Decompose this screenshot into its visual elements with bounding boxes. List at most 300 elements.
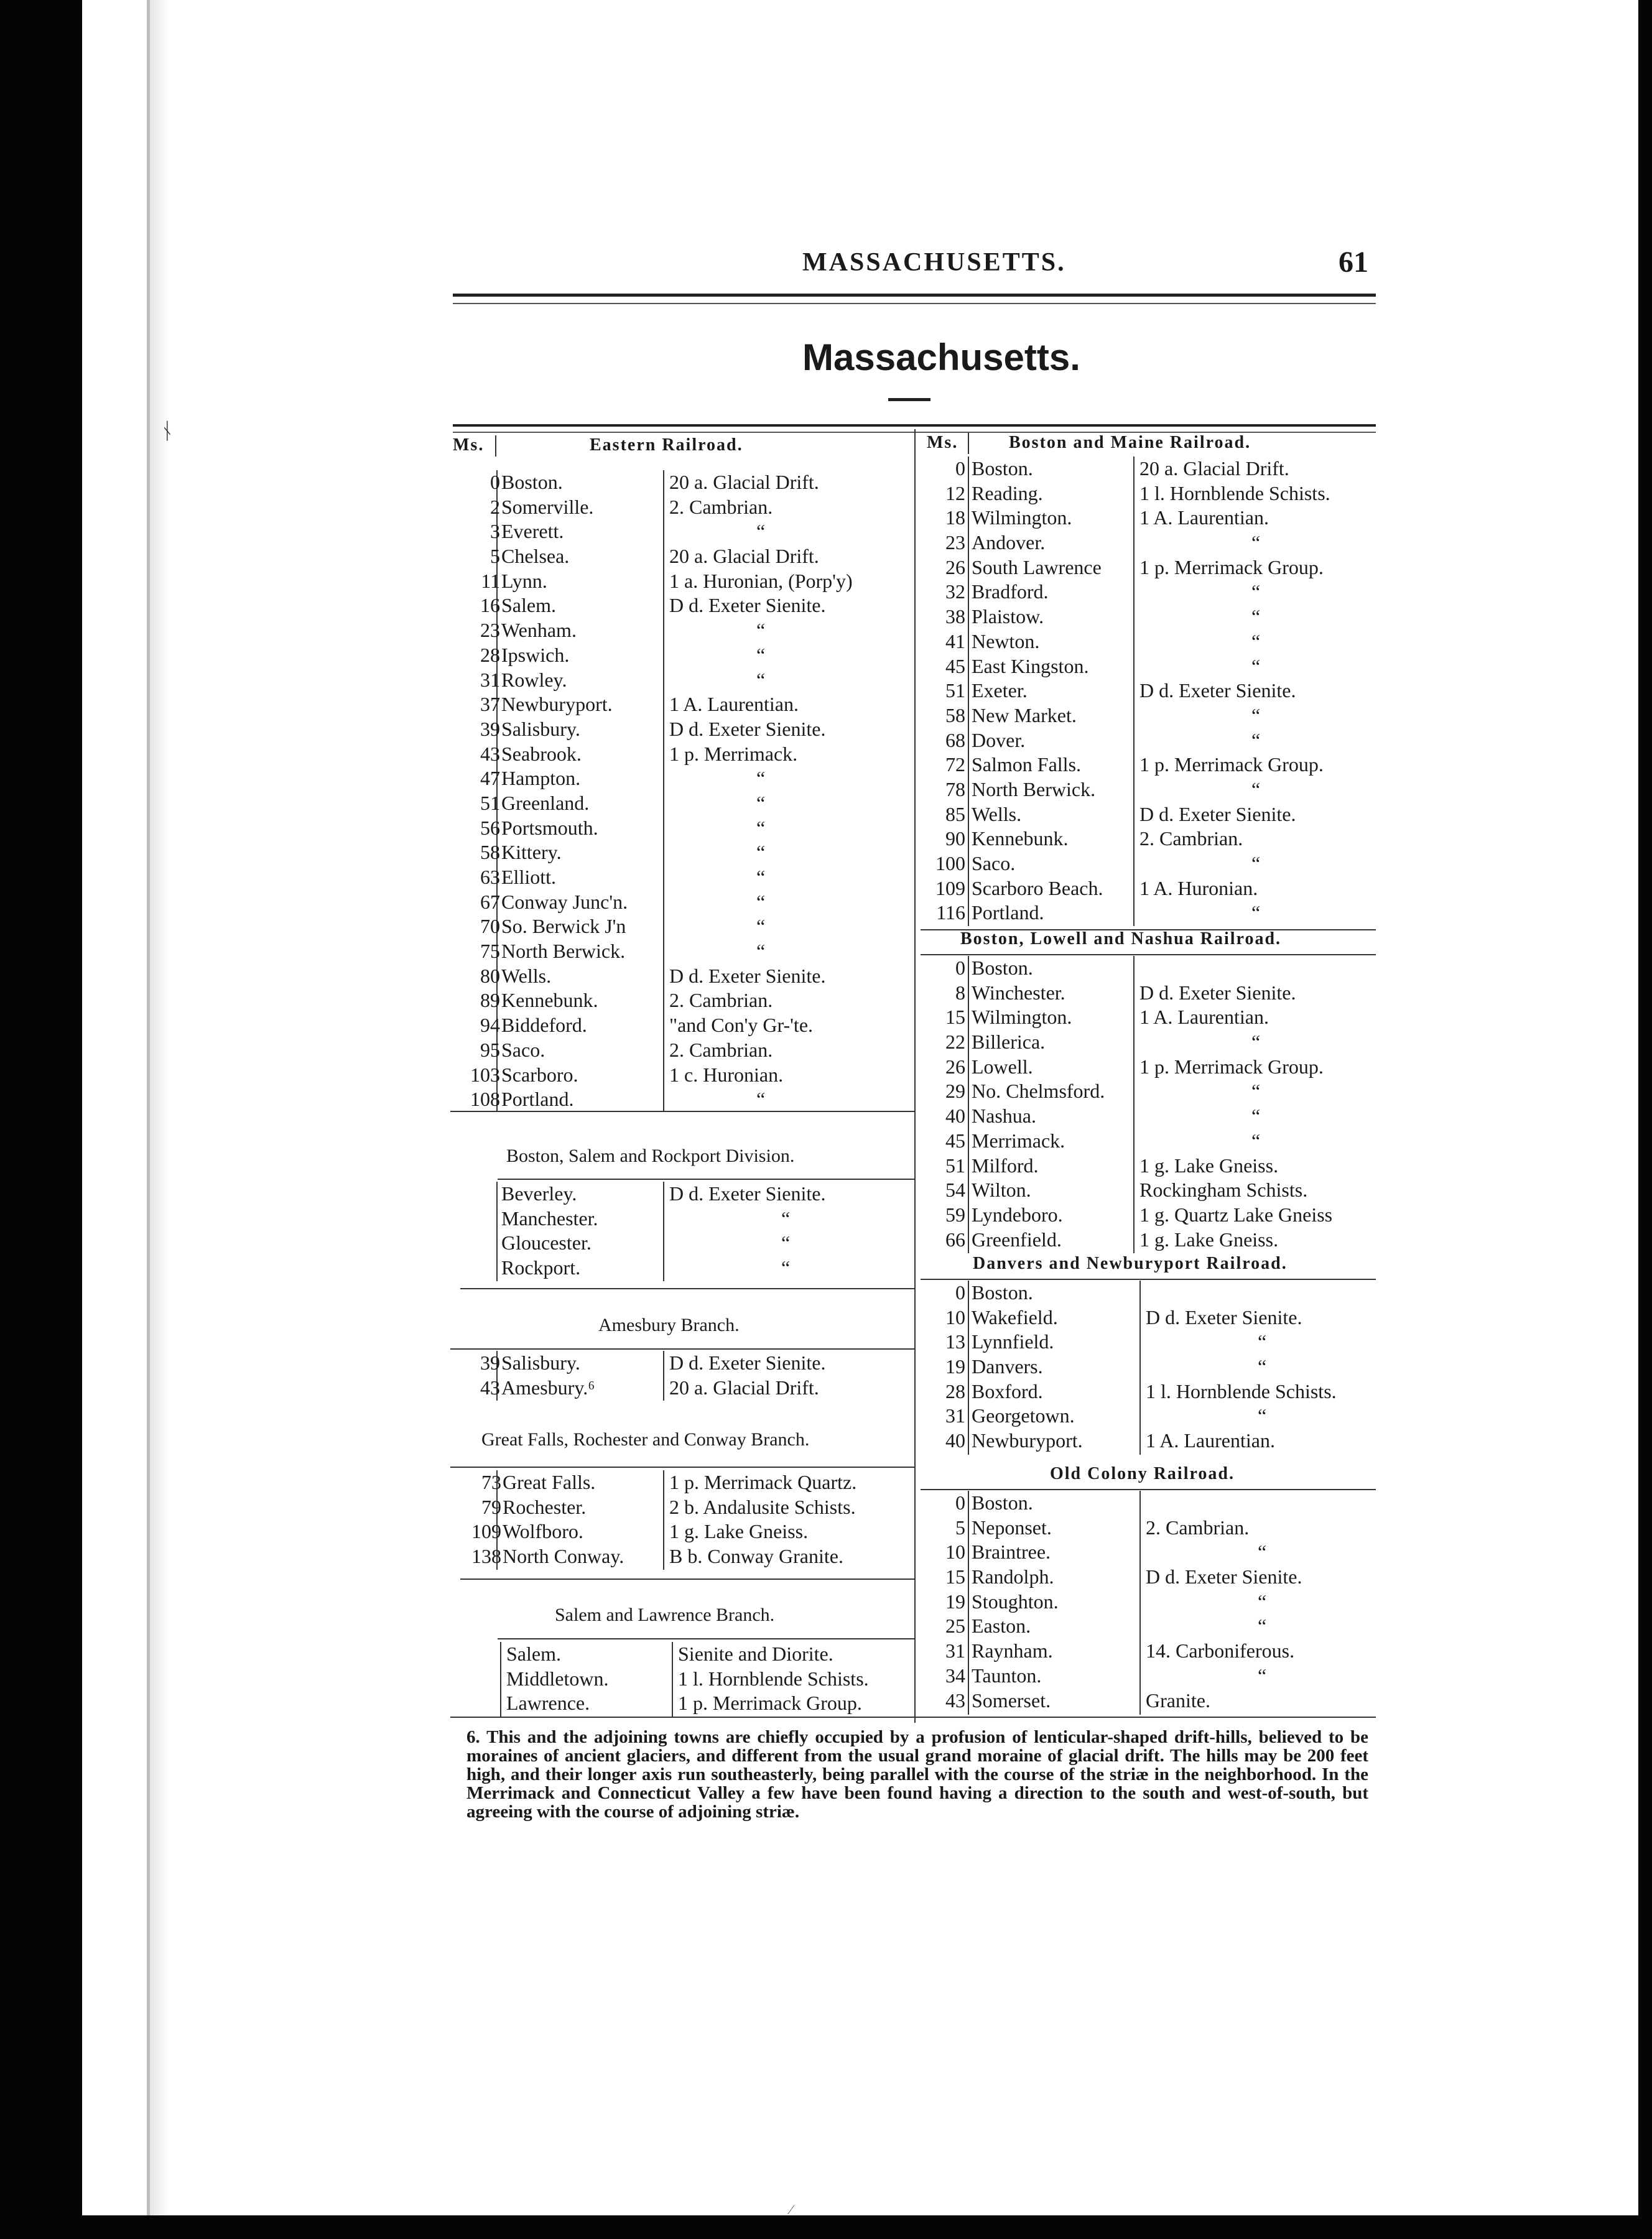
row-formation: “ [756, 791, 766, 814]
bln-rows [918, 956, 1378, 1252]
row-station: Kennebunk. [972, 827, 1069, 850]
bln-top-rule [921, 954, 1376, 955]
row-formation: 1 l. Hornblende Schists. [1139, 481, 1330, 504]
table-row [448, 890, 914, 915]
table-row [918, 1379, 1378, 1404]
row-station: No. Chelmsford. [972, 1080, 1105, 1103]
table-row [918, 1178, 1378, 1203]
row-miles: 51 [945, 679, 965, 702]
table-row [918, 1540, 1378, 1565]
table-row [918, 605, 1378, 629]
row-formation: “ [756, 915, 766, 938]
row-station: Kittery. [501, 841, 562, 864]
eastern-bottom-rule [450, 1111, 914, 1112]
row-station: Scarboro Beach. [972, 876, 1103, 899]
row-station: East Kingston. [972, 654, 1089, 677]
row-miles: 90 [945, 827, 965, 850]
scan-border-bottom [0, 2215, 1652, 2239]
row-formation: 2. Cambrian. [1146, 1516, 1250, 1539]
row-formation: 1 p. Merrimack Group. [1139, 1055, 1324, 1078]
row-station: Rowley. [501, 668, 567, 691]
table-row [448, 964, 914, 989]
row-miles: 10 [945, 1305, 965, 1328]
row-formation: “ [1251, 852, 1261, 874]
row-formation: “ [1251, 1031, 1261, 1054]
great-falls-branch-title: Great Falls, Rochester and Conway Branch. [481, 1429, 810, 1450]
row-station: Portland. [501, 1088, 574, 1111]
table-row [918, 1305, 1378, 1330]
rockport-bottom-rule [460, 1288, 914, 1289]
row-formation: “ [756, 816, 766, 839]
row-miles: 31 [480, 668, 500, 691]
eastern-rows [448, 470, 914, 1112]
table-row [918, 1055, 1378, 1080]
table-row [918, 555, 1378, 580]
table-row [918, 1689, 1378, 1713]
row-miles: 28 [945, 1379, 965, 1402]
salem-lawrence-table [448, 1642, 914, 1716]
row-formation: 1 g. Lake Gneiss. [1139, 1154, 1279, 1177]
row-station: Gloucester. [501, 1231, 592, 1254]
boston-lowell-nashua-header: Boston, Lowell and Nashua Railroad. [960, 929, 1282, 948]
boston-maine-header: Boston and Maine Railroad. [1009, 433, 1251, 452]
row-formation: “ [1251, 1129, 1261, 1152]
row-station: Braintree. [972, 1541, 1051, 1564]
row-miles: 0 [955, 957, 965, 979]
row-miles: 0 [955, 457, 965, 480]
table-row [918, 1330, 1378, 1355]
table-row [918, 1030, 1378, 1055]
table-row [448, 766, 914, 791]
row-formation: “ [1251, 629, 1261, 652]
row-station: Manchester. [501, 1207, 598, 1230]
row-formation: “ [756, 767, 766, 790]
row-formation: "and Con'y Gr-'te. [669, 1014, 814, 1037]
row-station: Portland. [972, 901, 1044, 924]
table-row [448, 569, 914, 594]
row-formation: “ [1251, 901, 1261, 924]
row-formation: Rockingham Schists. [1139, 1179, 1308, 1202]
row-miles: 3 [490, 520, 500, 543]
row-station: Saco. [501, 1038, 545, 1061]
row-station: Winchester. [972, 981, 1065, 1004]
row-formation: D d. Exeter Sienite. [669, 717, 826, 740]
table-row [448, 1182, 914, 1207]
row-miles: 43 [945, 1689, 965, 1712]
row-station: Scarboro. [501, 1063, 578, 1086]
dn-top-rule [921, 1279, 1376, 1280]
table-row [448, 1519, 914, 1544]
row-station: Beverley. [501, 1182, 577, 1205]
table-row [918, 1129, 1378, 1154]
row-miles: 28 [480, 643, 500, 666]
row-miles: 19 [945, 1590, 965, 1613]
row-miles: 109 [471, 1520, 501, 1543]
rockport-table [448, 1182, 914, 1281]
amesbury-rows [448, 1351, 914, 1400]
row-miles: 95 [480, 1038, 500, 1061]
table-row [918, 1228, 1378, 1253]
row-station: Boston. [972, 1491, 1033, 1514]
row-formation: 1 p. Merrimack Quartz. [669, 1471, 857, 1493]
table-row [448, 865, 914, 890]
row-miles: 138 [471, 1545, 501, 1568]
table-row [918, 876, 1378, 901]
row-miles: 43 [480, 1376, 500, 1399]
great-falls-rows [448, 1470, 914, 1569]
danvers-newburyport-table [918, 1281, 1378, 1453]
right-ms-divider [968, 433, 969, 454]
table-row [448, 1642, 914, 1667]
row-miles: 56 [480, 816, 500, 839]
row-formation: 1 p. Merrimack Group. [1139, 753, 1324, 776]
row-miles: 23 [945, 531, 965, 554]
row-miles: 29 [945, 1080, 965, 1103]
table-row [918, 629, 1378, 654]
row-station: Biddeford. [501, 1014, 587, 1037]
row-station: Conway Junc'n. [501, 890, 628, 913]
row-formation: “ [1251, 1105, 1261, 1128]
row-station: Elliott. [501, 866, 556, 888]
table-row [448, 742, 914, 767]
row-miles: 26 [945, 555, 965, 578]
footnote [466, 1728, 1368, 1821]
row-miles: 58 [480, 841, 500, 864]
row-miles: 54 [945, 1179, 965, 1202]
row-miles: 13 [945, 1330, 965, 1353]
row-station: Danvers. [972, 1355, 1043, 1378]
row-station: Salem. [501, 594, 556, 617]
table-row [918, 580, 1378, 605]
row-miles: 94 [480, 1014, 500, 1037]
table-row [448, 1231, 914, 1256]
row-station: Salisbury. [501, 717, 580, 740]
great-falls-top-rule [450, 1467, 914, 1468]
table-row [918, 777, 1378, 802]
table-row [448, 816, 914, 841]
boston-lowell-nashua-table [918, 956, 1378, 1252]
row-station: Merrimack. [972, 1129, 1065, 1152]
row-miles: 67 [480, 890, 500, 913]
row-station: Middletown. [506, 1667, 609, 1690]
table-row [918, 1429, 1378, 1453]
table-row [448, 1495, 914, 1520]
row-miles: 103 [470, 1063, 500, 1086]
center-divider [914, 429, 916, 1723]
row-formation: 2. Cambrian. [669, 495, 773, 518]
table-row [918, 506, 1378, 531]
row-formation: “ [1251, 1080, 1261, 1103]
row-formation: Granite. [1146, 1689, 1210, 1712]
table-row [918, 1565, 1378, 1590]
table-row [918, 827, 1378, 851]
row-miles: 70 [480, 915, 500, 938]
table-row [918, 1516, 1378, 1541]
row-station: Boston. [972, 457, 1033, 480]
page-title: Massachusetts. [802, 336, 1080, 378]
table-row [918, 1079, 1378, 1104]
row-miles: 0 [490, 471, 500, 493]
row-formation: “ [756, 866, 766, 888]
row-formation: D d. Exeter Sienite. [669, 1182, 826, 1205]
row-station: Randolph. [972, 1565, 1054, 1588]
row-formation: D d. Exeter Sienite. [1146, 1565, 1302, 1588]
row-station: Nashua. [972, 1105, 1036, 1128]
row-station: Wells. [501, 964, 552, 987]
rockport-rows [448, 1182, 914, 1281]
row-station: Boston. [501, 471, 563, 493]
row-formation: 1 A. Laurentian. [1139, 1006, 1269, 1029]
table-row [918, 457, 1378, 481]
eastern-railroad-header: Eastern Railroad. [590, 435, 743, 455]
table-row [918, 956, 1378, 981]
great-falls-table [448, 1470, 914, 1569]
row-station: Somerville. [501, 495, 594, 518]
table-row [918, 654, 1378, 679]
table-row [918, 728, 1378, 753]
row-miles: 68 [945, 728, 965, 751]
table-row [448, 1063, 914, 1088]
row-miles: 25 [945, 1615, 965, 1638]
row-miles: 18 [945, 506, 965, 529]
table-row [918, 703, 1378, 728]
row-station: Wilton. [972, 1179, 1031, 1202]
great-falls-bottom-rule [460, 1578, 914, 1580]
row-miles: 16 [480, 594, 500, 617]
row-miles: 0 [955, 1281, 965, 1304]
row-miles: 32 [945, 580, 965, 603]
row-formation: 20 a. Glacial Drift. [1139, 457, 1289, 480]
oc-top-rule [921, 1489, 1376, 1490]
row-formation: “ [756, 890, 766, 913]
table-row [918, 1355, 1378, 1379]
table-row [448, 1376, 914, 1401]
table-row [918, 679, 1378, 703]
row-formation: “ [781, 1256, 791, 1279]
salem-lawrence-top-rule [498, 1638, 914, 1639]
row-formation: 1 A. Laurentian. [1146, 1429, 1275, 1452]
header-rule [453, 294, 1376, 304]
row-miles: 108 [470, 1088, 500, 1111]
row-miles: 109 [935, 876, 965, 899]
row-station: Georgetown. [972, 1404, 1075, 1427]
row-formation: “ [756, 520, 766, 543]
row-formation: “ [756, 1088, 766, 1111]
table-row [918, 851, 1378, 876]
page-fold-shadow [150, 0, 169, 2215]
row-miles: 43 [480, 742, 500, 765]
row-miles: 39 [480, 1351, 500, 1374]
row-miles: 0 [955, 1491, 965, 1514]
row-station: Neponset. [972, 1516, 1052, 1539]
page-number: 61 [1339, 246, 1368, 279]
table-row [448, 914, 914, 939]
right-ms-label: Ms. [927, 433, 958, 452]
row-miles: 79 [481, 1495, 501, 1518]
row-miles: 19 [945, 1355, 965, 1378]
row-formation: 2. Cambrian. [669, 1038, 773, 1061]
row-miles: 10 [945, 1541, 965, 1564]
table-row [918, 901, 1378, 925]
row-miles: 23 [480, 619, 500, 642]
row-station: Lyndeboro. [972, 1203, 1063, 1226]
danvers-newburyport-header: Danvers and Newburyport Railroad. [973, 1254, 1288, 1273]
table-row [448, 988, 914, 1013]
row-station: Exeter. [972, 679, 1028, 702]
row-miles: 15 [945, 1006, 965, 1029]
table-row [448, 1087, 914, 1112]
row-formation: 20 a. Glacial Drift. [669, 1376, 819, 1399]
row-station: Newton. [972, 629, 1040, 652]
row-station: Wenham. [501, 619, 577, 642]
row-miles: 63 [480, 866, 500, 888]
row-formation: “ [1251, 605, 1261, 628]
eastern-railroad-table [448, 470, 914, 1112]
row-formation: 1 c. Huronian. [669, 1063, 784, 1086]
row-station: Easton. [972, 1615, 1031, 1638]
row-formation: “ [1251, 703, 1261, 726]
row-miles: 58 [945, 703, 965, 726]
row-formation: 2. Cambrian. [1139, 827, 1243, 850]
row-station: Salem. [506, 1643, 561, 1665]
table-row [448, 495, 914, 520]
row-miles: 45 [945, 654, 965, 677]
table-row [448, 1256, 914, 1281]
row-station: Wilmington. [972, 1006, 1072, 1029]
row-miles: 11 [481, 569, 500, 592]
row-formation: D d. Exeter Sienite. [669, 964, 826, 987]
row-miles: 100 [935, 852, 965, 874]
row-station: Great Falls. [503, 1471, 596, 1493]
row-formation: “ [756, 619, 766, 642]
table-row [448, 791, 914, 816]
table-row [918, 981, 1378, 1006]
row-formation: 14. Carboniferous. [1146, 1639, 1295, 1662]
row-station: Portsmouth. [501, 816, 598, 839]
rockport-top-rule [498, 1179, 914, 1180]
row-miles: 116 [936, 901, 965, 924]
row-formation: “ [1251, 580, 1261, 603]
table-row [448, 1544, 914, 1569]
table-row [448, 1207, 914, 1231]
table-row [918, 1639, 1378, 1664]
table-row [448, 593, 914, 618]
row-formation: D d. Exeter Sienite. [1139, 981, 1296, 1004]
row-station: Kennebunk. [501, 989, 598, 1012]
row-station: Stoughton. [972, 1590, 1059, 1613]
row-station: Wells. [972, 802, 1022, 825]
row-formation: 1 g. Lake Gneiss. [1139, 1228, 1279, 1251]
row-formation: D d. Exeter Sienite. [669, 594, 826, 617]
table-row [918, 1281, 1378, 1305]
footnote-text: 6. This and the adjoining towns are chiefly occupied by a profusion of lenticular-shaped drift-hills, believed to be moraines of ancient glaciers, and different from the usual grand moraine of glacial drift. The hills may be 200 feet high, and their longer axis run southeasterly, being parallel with the course of the striæ in the neighborhood. In the Merrimack and Connecticut Valley a few have been found having a direction to the south and west-of-south, but agreeing with the course of adjoining striæ. [466, 1727, 1368, 1822]
table-row [918, 1203, 1378, 1228]
row-station: New Market. [972, 703, 1077, 726]
row-formation: “ [781, 1231, 791, 1254]
row-formation: 20 a. Glacial Drift. [669, 471, 819, 493]
row-formation: “ [1251, 728, 1261, 751]
table-row [448, 692, 914, 717]
table-row [918, 802, 1378, 827]
row-miles: 80 [480, 964, 500, 987]
row-station: Wakefield. [972, 1305, 1058, 1328]
table-row [448, 840, 914, 865]
table-row [448, 618, 914, 643]
row-station: Lynn. [501, 569, 547, 592]
row-station: So. Berwick J'n [501, 915, 626, 938]
row-miles: 37 [480, 693, 500, 716]
row-station: Everett. [501, 520, 564, 543]
table-row [448, 717, 914, 742]
row-miles: 78 [945, 777, 965, 800]
row-miles: 15 [945, 1565, 965, 1588]
amesbury-table [448, 1351, 914, 1400]
dn-rows [918, 1281, 1378, 1453]
table-row [448, 544, 914, 569]
row-miles: 59 [945, 1203, 965, 1226]
table-row [448, 643, 914, 668]
table-row [918, 753, 1378, 777]
boston-maine-table [918, 457, 1378, 925]
old-colony-table [918, 1491, 1378, 1713]
table-row [918, 1491, 1378, 1516]
row-miles: 51 [945, 1154, 965, 1177]
row-station: Boxford. [972, 1379, 1043, 1402]
row-miles: 31 [945, 1404, 965, 1427]
row-miles: 51 [480, 791, 500, 814]
table-row [918, 1154, 1378, 1179]
row-miles: 2 [490, 495, 500, 518]
row-station: Raynham. [972, 1639, 1053, 1662]
row-station: Taunton. [972, 1664, 1042, 1687]
row-formation: “ [756, 643, 766, 666]
row-station: North Berwick. [501, 940, 626, 963]
table-row [918, 481, 1378, 506]
left-ms-divider [495, 435, 496, 457]
row-station: Newburyport. [972, 1429, 1083, 1452]
salem-lawrence-rows [448, 1642, 914, 1716]
row-formation: “ [781, 1207, 791, 1230]
row-station: Lawrence. [506, 1692, 590, 1715]
row-formation: “ [756, 841, 766, 864]
row-formation: “ [1258, 1541, 1267, 1564]
row-miles: 38 [945, 605, 965, 628]
row-formation: “ [1251, 777, 1261, 800]
row-formation: 1 g. Quartz Lake Gneiss [1139, 1203, 1333, 1226]
row-station: Boston. [972, 957, 1033, 979]
margin-mark: ᚾ [160, 419, 174, 443]
row-miles: 41 [945, 629, 965, 652]
row-formation: 1 l. Hornblende Schists. [1146, 1379, 1337, 1402]
row-miles: 85 [945, 802, 965, 825]
row-formation: 1 a. Huronian, (Porp'y) [669, 569, 853, 592]
row-formation: D d. Exeter Sienite. [1139, 802, 1296, 825]
table-row [448, 939, 914, 964]
row-station: Ipswich. [501, 643, 570, 666]
row-station: Chelsea. [501, 545, 570, 568]
row-formation: D d. Exeter Sienite. [669, 1351, 826, 1374]
table-row [448, 668, 914, 693]
row-station: Rochester. [503, 1495, 587, 1518]
row-miles: 66 [945, 1228, 965, 1251]
row-station: Boston. [972, 1281, 1033, 1304]
row-formation: 1 p. Merrimack Group. [678, 1692, 862, 1715]
row-formation: Sienite and Diorite. [678, 1643, 833, 1665]
row-station: Newburyport. [501, 693, 613, 716]
amesbury-branch-title: Amesbury Branch. [598, 1315, 740, 1335]
scan-border-left [0, 0, 82, 2239]
row-station: Reading. [972, 481, 1043, 504]
